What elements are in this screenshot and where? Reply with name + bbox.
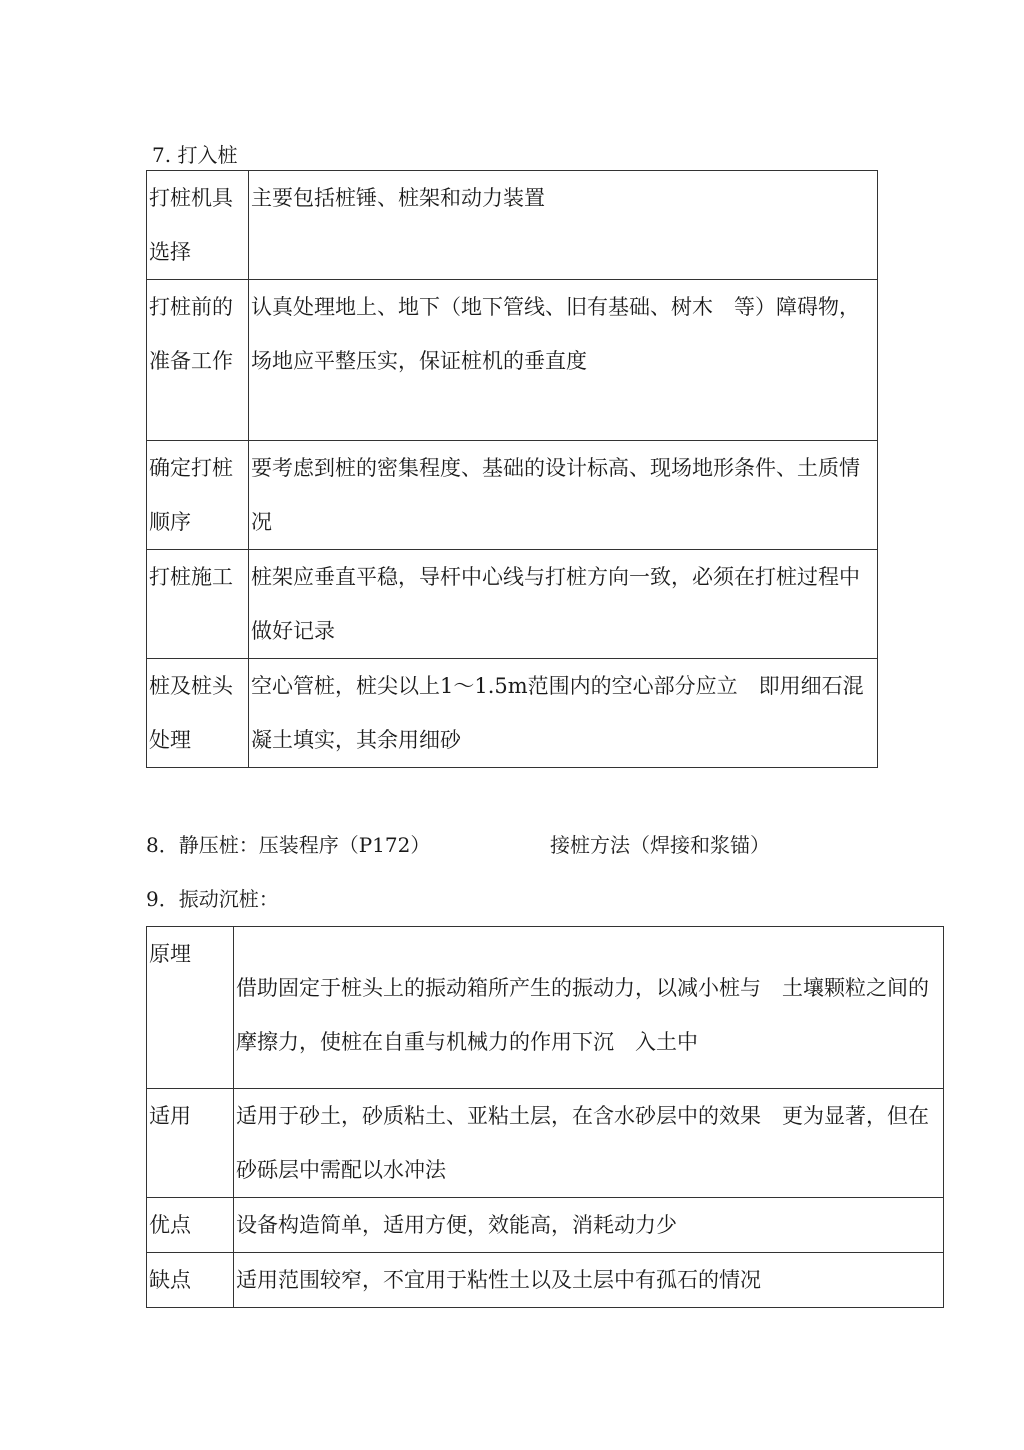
table-row bbox=[147, 927, 944, 1089]
table-row bbox=[147, 1198, 944, 1253]
row-content: 适用范围较窄，不宜用于粘性土以及土层中有孤石的情况 bbox=[234, 1253, 944, 1308]
row-content: 要考虑到桩的密集程度、基础的设计标高、现场地形条件、土质情况 bbox=[249, 441, 878, 550]
table-row bbox=[147, 550, 878, 659]
row-label: 桩及桩头处理 bbox=[147, 659, 249, 768]
table-row bbox=[147, 659, 878, 768]
table-row bbox=[147, 280, 878, 441]
row-label: 打桩前的准备工作 bbox=[147, 280, 249, 441]
row-content: 认真处理地上、地下（地下管线、旧有基础、树木 等）障碍物，场地应平整压实，保证桩机的垂直度 bbox=[249, 280, 878, 441]
row-content: 设备构造简单，适用方便，效能高，消耗动力少 bbox=[234, 1198, 944, 1253]
row-label: 优点 bbox=[147, 1198, 234, 1253]
table-row bbox=[147, 1253, 944, 1308]
row-label: 适用 bbox=[147, 1089, 234, 1198]
section-7-heading: 7. 打入桩 bbox=[152, 143, 238, 167]
row-content: 空心管桩，桩尖以上1〜1.5m范围内的空心部分应立 即用细石混凝土填实，其余用细砂 bbox=[249, 659, 878, 768]
table-row bbox=[147, 441, 878, 550]
row-content: 桩架应垂直平稳，导杆中心线与打桩方向一致，必须在打桩过程中做好记录 bbox=[249, 550, 878, 659]
row-label: 打桩机具选择 bbox=[147, 171, 249, 280]
table-row bbox=[147, 1089, 944, 1198]
row-content: 适用于砂土，砂质粘土、亚粘土层，在含水砂层中的效果 更为显著，但在砂砾层中需配以水冲法 bbox=[234, 1089, 944, 1198]
row-content: 主要包括桩锤、桩架和动力装置 bbox=[249, 171, 878, 280]
vibration-pile-table bbox=[146, 926, 944, 1308]
section-8-left: 8．静压桩：压装程序（P172） bbox=[146, 833, 431, 857]
row-label: 缺点 bbox=[147, 1253, 234, 1308]
table-row bbox=[147, 171, 878, 280]
section-9-heading: 9．振动沉桩： bbox=[146, 887, 279, 911]
row-label: 确定打桩顺序 bbox=[147, 441, 249, 550]
row-label: 打桩施工 bbox=[147, 550, 249, 659]
row-label: 原埋 bbox=[147, 927, 234, 1089]
section-8-right: 接桩方法（焊接和浆锚） bbox=[550, 833, 770, 857]
driven-pile-table bbox=[146, 170, 878, 768]
row-content: 借助固定于桩头上的振动箱所产生的振动力，以减小桩与 土壤颗粒之间的摩擦力，使桩在自重与机械力的作用下沉 入土中 bbox=[234, 927, 944, 1089]
